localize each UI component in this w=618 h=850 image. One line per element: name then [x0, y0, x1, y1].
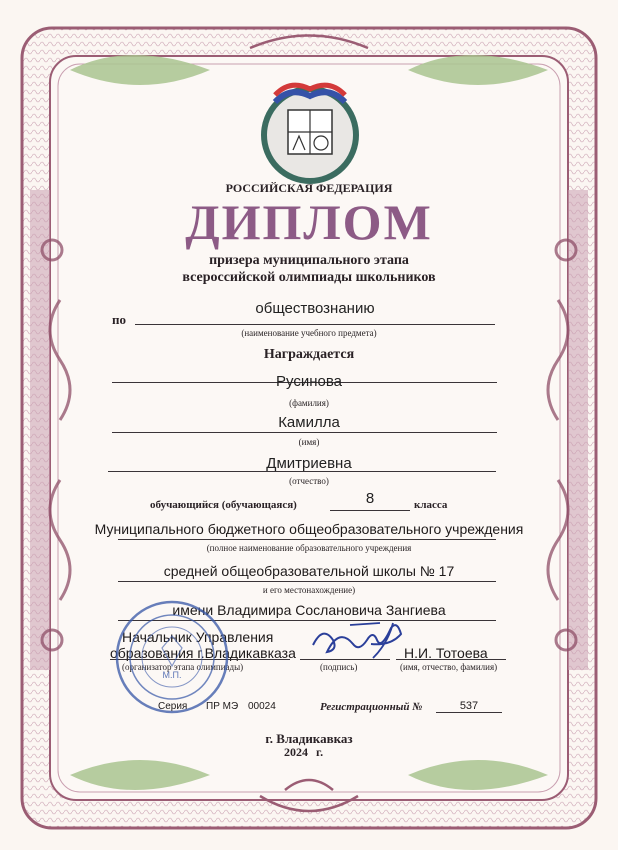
grade-suffix: класса: [414, 499, 448, 511]
signature-icon: [305, 615, 420, 665]
signatory-name-caption: (имя, отчество, фамилия): [400, 662, 498, 672]
year-suffix: г.: [316, 745, 324, 759]
name-value: Камилла: [278, 414, 340, 431]
series-number: 00024: [248, 701, 276, 712]
grade-value: 8: [365, 490, 375, 507]
school-caption2: и его местонахождение): [262, 585, 356, 595]
school-caption1: (полное наименование образовательного учреждения: [206, 543, 412, 553]
country-label: РОССИЙСКАЯ ФЕДЕРАЦИЯ: [225, 181, 393, 195]
signatory-name: Н.И. Тотоева: [404, 645, 488, 661]
school-line1: Муниципального бюджетного общеобразовательного учреждения: [94, 521, 524, 537]
subject-caption: (наименование учебного предмета): [241, 328, 377, 338]
signatory-position-line2: образования г.Владикавказа: [110, 645, 296, 661]
signature-caption: (подпись): [320, 662, 358, 672]
signatory-position-caption: (организатор этапа олимпиады): [122, 662, 244, 672]
olympiad-logo-icon: [255, 80, 365, 185]
city-label: г. Владикавказ: [265, 731, 353, 746]
school-line2: средней общеобразовательной школы № 17: [163, 563, 455, 579]
stamp-center-text: М.П.: [162, 670, 182, 680]
grade-prefix: обучающийся (обучающаяся): [150, 499, 297, 511]
surname-value: Русинова: [276, 373, 342, 390]
school-line3: имени Владимира Сослановича Зангиева: [172, 602, 446, 618]
subject-value: обществознанию: [255, 300, 375, 317]
official-stamp-icon: [110, 598, 235, 716]
registration-value: 537: [459, 700, 479, 712]
series-label: Серия: [158, 701, 188, 712]
school-line2-rule: [118, 581, 496, 582]
subtitle-line1: призера муниципального этапа: [209, 253, 409, 268]
school-line1-rule: [118, 539, 496, 540]
awarded-label: Награждается: [263, 347, 355, 362]
series-value: ПР МЭ: [206, 701, 239, 712]
registration-rule: [436, 712, 502, 713]
patronymic-value: Дмитриевна: [266, 455, 352, 472]
name-line: [112, 432, 497, 433]
grade-line: [330, 510, 410, 511]
name-caption: (имя): [298, 437, 320, 447]
signatory-position-line1: Начальник Управления: [122, 629, 274, 645]
subject-prefix: по: [112, 312, 126, 327]
subtitle-line2: всероссийской олимпиады школьников: [182, 270, 436, 285]
year-value: 2024: [284, 745, 308, 759]
registration-label: Регистрационный №: [320, 701, 423, 713]
signatory-name-rule: [396, 659, 506, 660]
diploma-title: ДИПЛОМ: [185, 194, 433, 250]
surname-caption: (фамилия): [289, 398, 329, 408]
patronymic-caption: (отчество): [289, 476, 329, 486]
